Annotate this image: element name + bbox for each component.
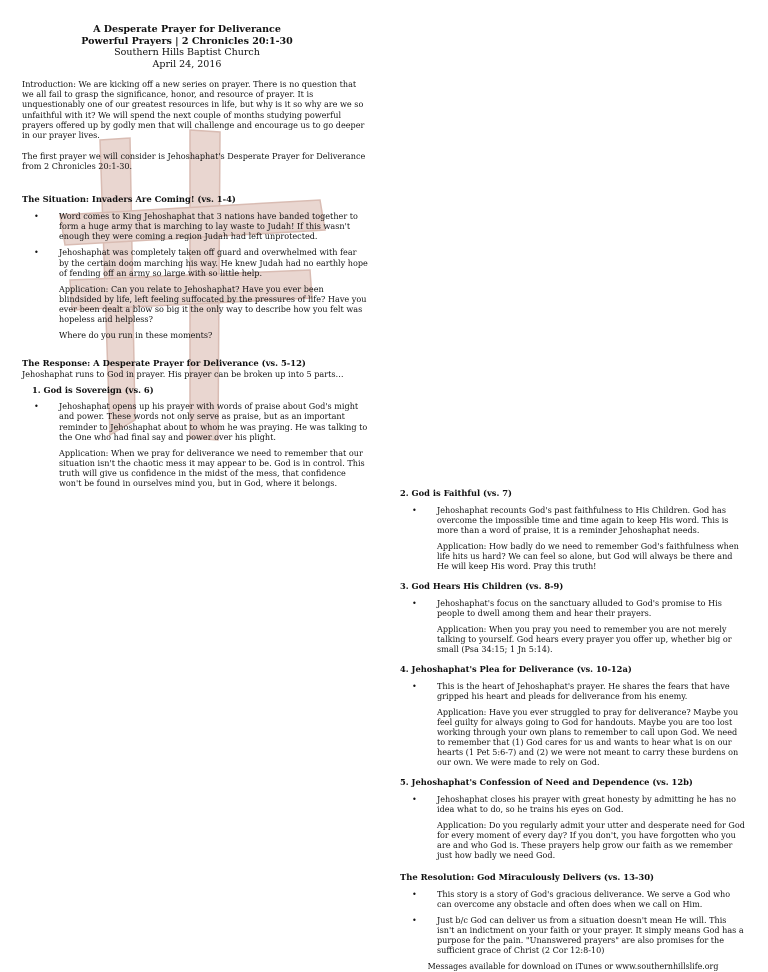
bullet-text: Jehoshaphat was completely taken off guard and overwhelmed with fear by the certain doom marching his way. He knew Judah had no earthly hope of fending off an army so large with so little help. [59,247,368,278]
bullet-icon: • [34,401,39,412]
part1-list [22,401,368,441]
left-column [22,24,368,488]
footer-note: Messages available for download on iTunes or www.southernhillslife.org [427,961,719,971]
list-item [22,401,368,441]
introduction-text: Introduction: We are kicking off a new series on prayer. There is no question that we all fail to grasp the significance, honor, and resource of prayer. It is unquestionably one of our greatest resources in life, but why is it so why are we so unfaithful with it? We will spend the next couple of months studying powerful prayers offered up by godly men that will challenge and encourage us to go deeper in our prayer lives. [22,79,365,141]
bullet-icon: • [412,915,417,926]
part2-application: Application: How badly do we need to remember God's faithfulness when life hits us hard? We can feel so alone, but God will always be there and He will keep His word. Pray this truth! [437,540,739,572]
first-prayer-text: The first prayer we will consider is Jehoshaphat's Desperate Prayer for Deliverance from 2 Chronicles 20:1-30. [22,151,366,172]
part3-application: Application: When you pray you need to remember you are not merely talking to yourself. God hears every prayer you offer up, whether big or small (Psa 34:15; 1 Jn 5:14). [437,623,732,655]
situation-list [22,211,368,278]
bullet-icon: • [412,504,417,515]
bullet-icon: • [412,793,417,804]
series-line: Powerful Prayers | 2 Chronicles 20:1-30 [81,35,293,47]
list-item [22,247,368,277]
list-item [400,598,746,618]
part5-list [400,794,746,814]
resolution-heading: The Resolution: God Miraculously Delivers (vs. 13-30) [400,872,654,883]
bullet-icon: • [412,597,417,608]
bullet-text: Jehoshaphat recounts God's past faithfulness to His Children. God has overcome the impossible time and time again to keep His word. This is more than a word of praise, it is a reminder Jehoshaphat needs. [437,504,729,535]
situation-application: Application: Can you relate to Jehoshaphat? Have you ever been blindsided by life, left feeling suffocated by the pressures of life? Have you ever been dealt a blow so big it the only way to describe how you felt was hopeless and helpless? [59,283,367,324]
resolution-list [400,889,746,956]
list-item [400,889,746,909]
situation-heading: The Situation: Invaders Are Coming! (vs. 1-4) [22,193,236,204]
part3-heading: 3. God Hears His Children (vs. 8-9) [400,581,564,592]
sermon-date: April 24, 2016 [152,58,222,70]
response-heading: The Response: A Desperate Prayer for Deliverance (vs. 5-12) [22,358,306,369]
list-item [400,794,746,814]
list-item [400,505,746,535]
list-item [22,211,368,241]
part3-list [400,598,746,618]
bullet-text: Jehoshaphat closes his prayer with great honesty by admitting he has no idea what to do, so he trains his eyes on God. [437,793,736,814]
part5-heading: 5. Jehoshaphat's Confession of Need and Dependence (vs. 12b) [400,777,693,788]
sermon-title: A Desperate Prayer for Deliverance [93,24,281,35]
bullet-icon: • [34,247,39,258]
bullet-text: Just b/c God can deliver us from a situation doesn't mean He will. This isn't an indictment on your faith or your prayer. It simply means God has a purpose for the pain. "Unanswered prayers" are also promises for the sufficient grace of Christ (2 Cor 12:8-10) [437,915,744,956]
church-name: Southern Hills Baptist Church [114,47,260,58]
right-column [400,488,746,971]
list-item [400,915,746,955]
response-intro: Jehoshaphat runs to God in prayer. His prayer can be broken up into 5 parts… [22,368,344,379]
part4-heading: 4. Jehoshaphat's Plea for Deliverance (vs. 10-12a) [400,664,632,675]
part2-list [400,505,746,535]
bullet-icon: • [34,211,39,222]
part5-application: Application: Do you regularly admit your utter and desperate need for God for every moment of every day? If you don't, you have forgotten who you are and who God is. These prayers help grow our faith as we remember just how badly we need God. [437,820,745,861]
part4-list [400,681,746,701]
part1-application: Application: When we pray for deliverance we need to remember that our situation isn't the chaotic mess it may appear to be. God is in control. This truth will give us confidence in the midst of the mess, that confidence won't be found in ourselves mind you, but in God, where it belongs. [59,447,365,489]
list-item [400,681,746,701]
part2-heading: 2. God is Faithful (vs. 7) [400,488,512,499]
bullet-text: Word comes to King Jehoshaphat that 3 nations have banded together to form a huge army that is marching to lay waste to Judah! If this wasn't enough they were coming a region Judah had left unprotected. [59,211,358,242]
bullet-text: This is the heart of Jehoshaphat's prayer. He shares the fears that have gripped his heart and pleads for deliverance from his enemy. [437,680,730,701]
bullet-icon: • [412,680,417,691]
bullet-text: This story is a story of God's gracious deliverance. We serve a God who can overcome any obstacle and often does when we call on Him. [437,888,731,910]
bullet-text: Jehoshaphat opens up his prayer with words of praise about God's might and power. These words not only serve as praise, but as an important reminder to Jehoshaphat about to whom he was praying. He was talking to the One who had final say and power over his plight. [59,401,368,442]
bullet-icon: • [412,888,417,899]
bullet-text: Jehoshaphat's focus on the sanctuary alluded to God's promise to His people to dwell among them and hear their prayers. [437,597,722,618]
part4-application: Application: Have you ever struggled to pray for deliverance? Maybe you feel guilty for always going to God for handouts. Maybe you are too lost working through your own plans to remember to call upon God. We need to remember that (1) God cares for us and wants to hear what is on our hearts (1 Pet 5:6-7) and (2) we were not meant to carry these burdens on our own. We were made to rely on God. [437,706,739,768]
situation-question: Where do you run in these moments? [59,330,213,341]
part1-heading: 1. God is Sovereign (vs. 6) [32,384,154,395]
